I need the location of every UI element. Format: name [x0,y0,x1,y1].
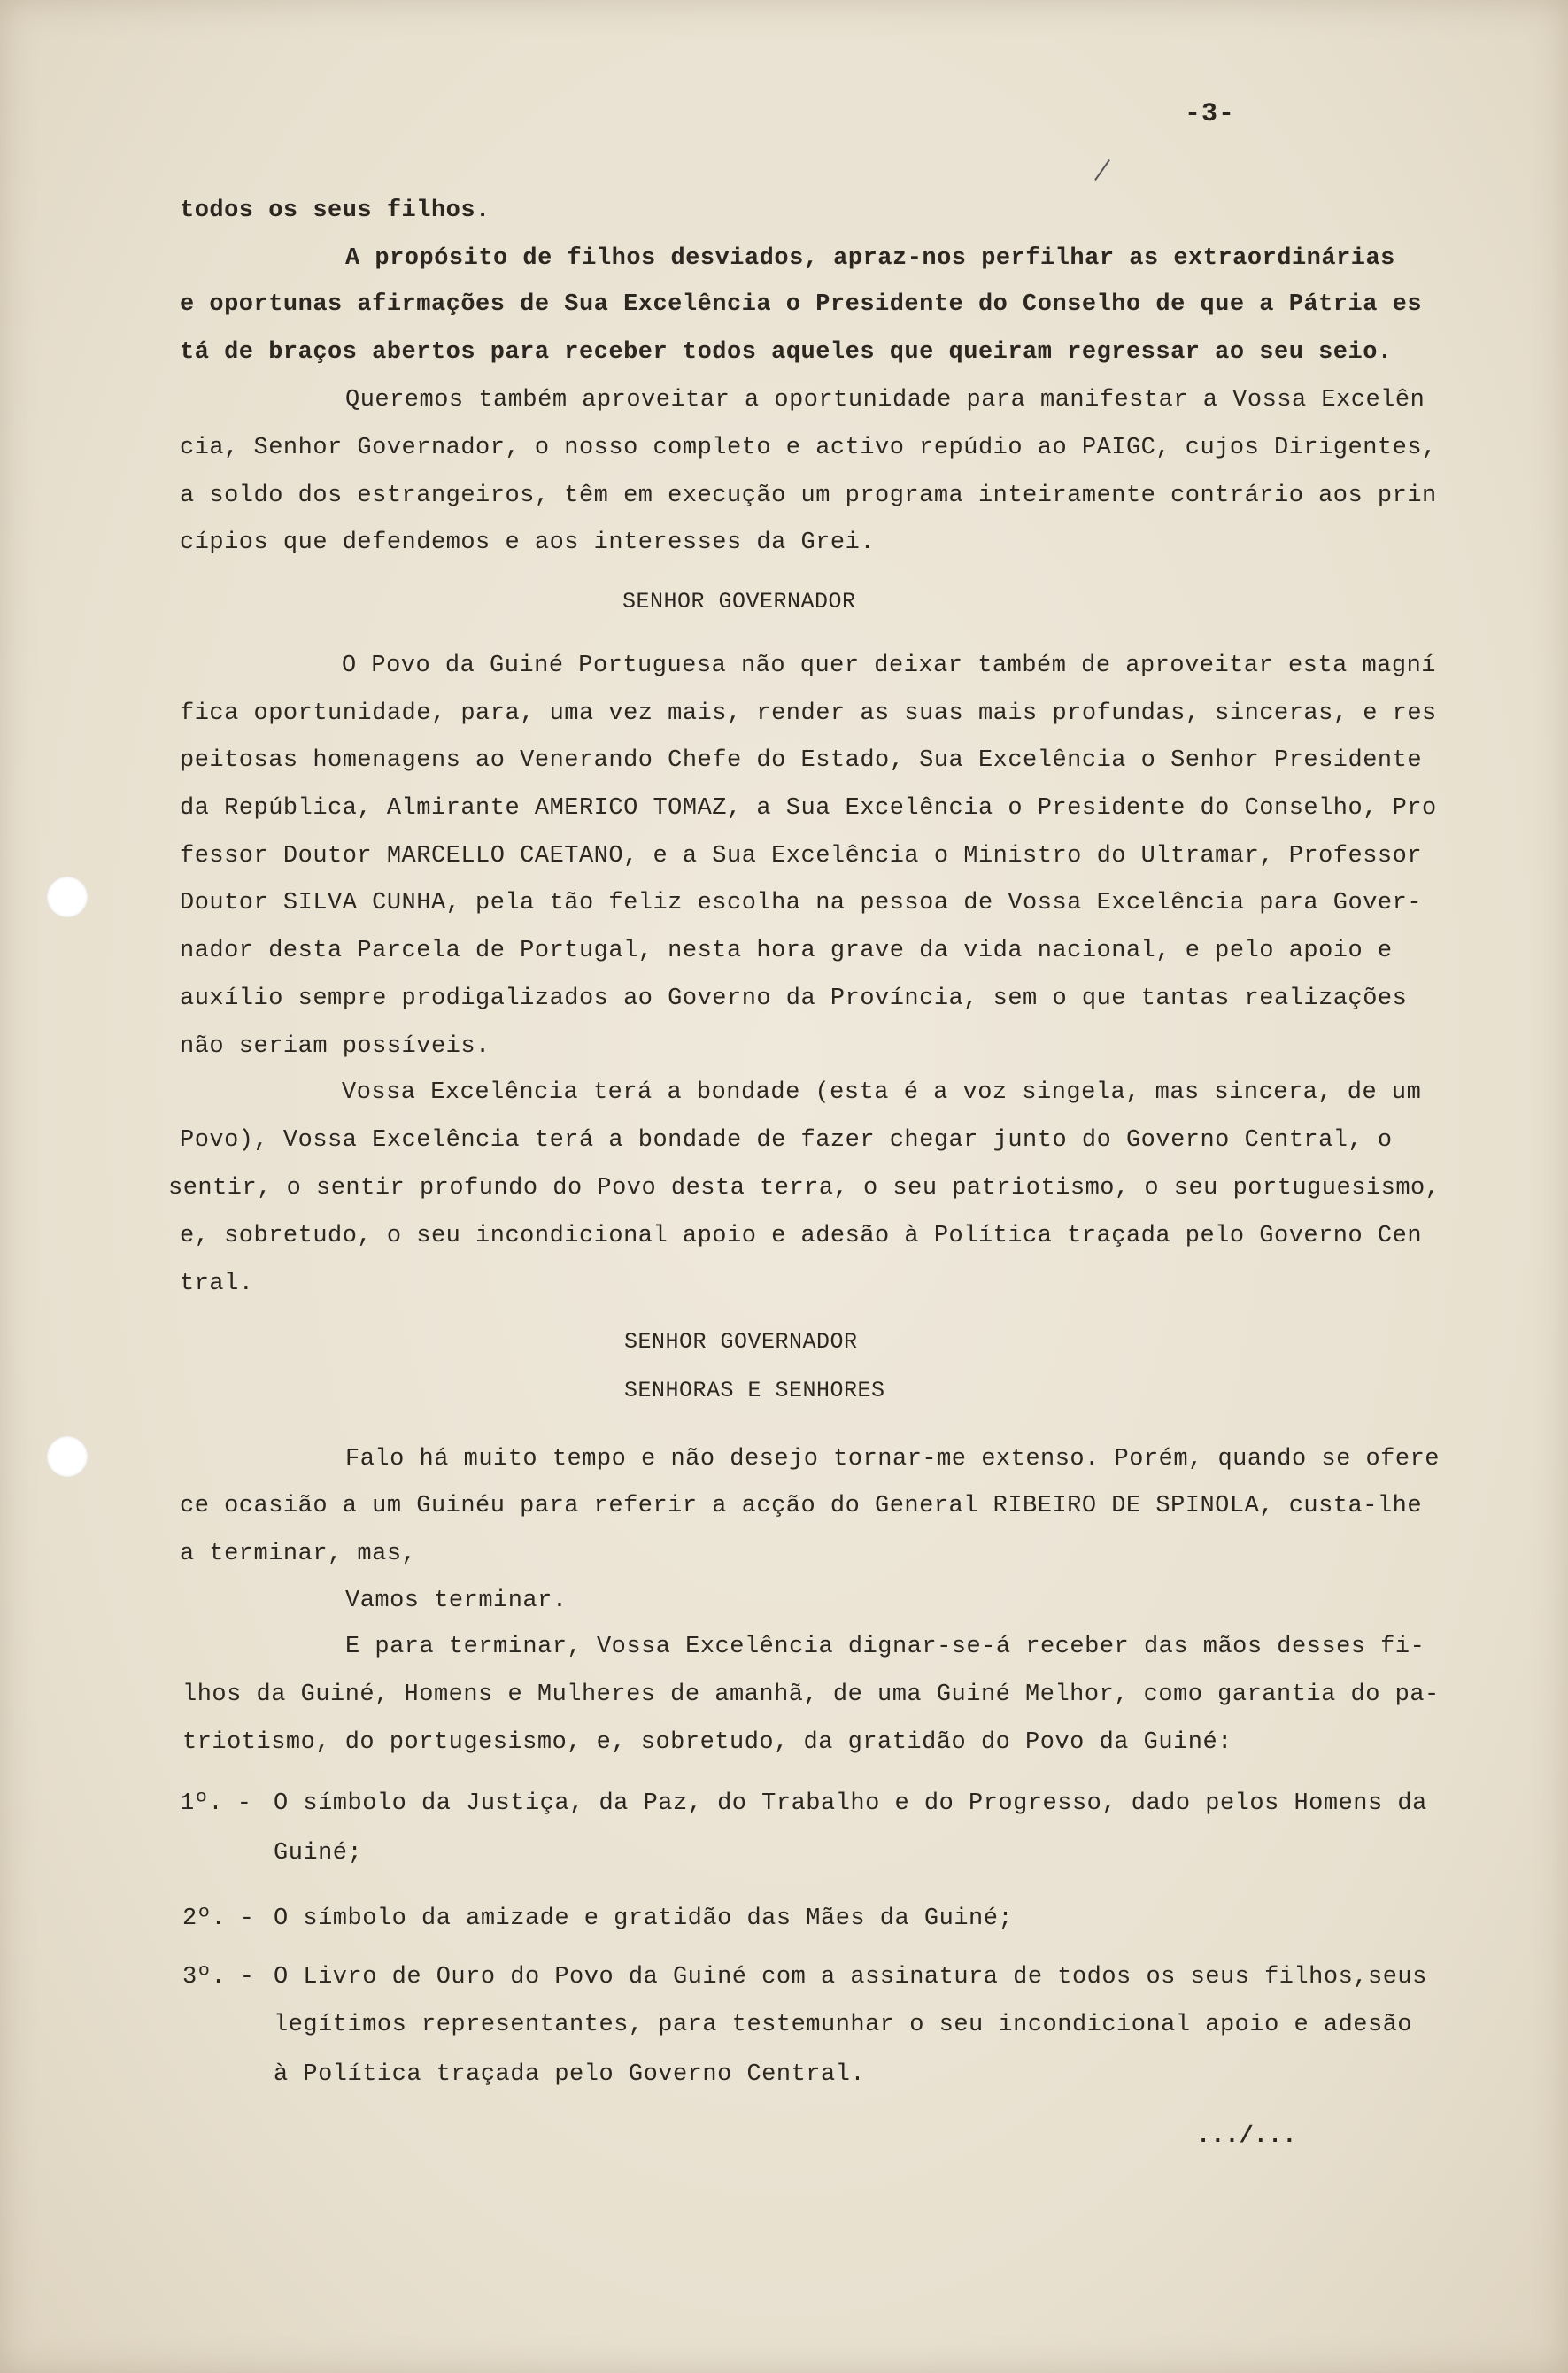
text-line: tral. [180,1271,254,1297]
text-line: ce ocasião a um Guinéu para referir a acção do General RIBEIRO DE SPINOLA, custa-lhe [180,1493,1423,1519]
list-item-text: O símbolo da Justiça, da Paz, do Trabalho e do Progresso, dado pelos Homens da [274,1790,1427,1817]
text-line: peitosas homenagens ao Venerando Chefe do Estado, Sua Excelência o Senhor Presidente [180,747,1423,774]
text-line: cia, Senhor Governador, o nosso completo e activo repúdio ao PAIGC, cujos Dirigentes, [180,435,1437,461]
list-item-text: à Política traçada pelo Governo Central. [274,2061,866,2088]
text-line: Queremos também aproveitar a oportunidade para manifestar a Vossa Excelên [345,387,1425,414]
list-item-text: legítimos representantes, para testemunhar o seu incondicional apoio e adesão [274,2012,1413,2038]
list-item-number: 3º. - [182,1964,255,1990]
text-line: lhos da Guiné, Homens e Mulheres de amanhã, de uma Guiné Melhor, como garantia do pa- [182,1681,1440,1708]
text-line: auxílio sempre prodigalizados ao Governo da Província, sem o que tantas realizações [180,986,1408,1012]
list-item-number: 1º. - [180,1790,252,1817]
punch-hole [47,877,88,917]
text-line: Povo), Vossa Excelência terá a bondade de fazer chegar junto do Governo Central, o [180,1127,1393,1154]
section-heading: SENHOR GOVERNADOR [624,1329,858,1355]
text-line: a soldo dos estrangeiros, têm em execução um programa inteiramente contrário aos prin [180,483,1437,509]
text-line: Vamos terminar. [345,1588,568,1614]
text-line: todos os seus filhos. [180,197,490,224]
list-item-number: 2º. - [182,1905,255,1932]
text-line: fessor Doutor MARCELLO CAETANO, e a Sua Excelência o Ministro do Ultramar, Professor [180,843,1423,870]
text-line: e oportunas afirmações de Sua Excelência o Presidente do Conselho de que a Pátria es [180,291,1423,318]
section-heading: SENHORAS E SENHORES [624,1378,885,1403]
text-line: tá de braços abertos para receber todos aqueles que queiram regressar ao seu seio. [180,339,1393,366]
text-line: não seriam possíveis. [180,1033,490,1060]
text-line: sentir, o sentir profundo do Povo desta terra, o seu patriotismo, o seu portuguesismo, [168,1175,1441,1202]
text-line: nador desta Parcela de Portugal, nesta hora grave da vida nacional, e pelo apoio e [180,938,1393,964]
list-item-text: O Livro de Ouro do Povo da Guiné com a assinatura de todos os seus filhos,seus [274,1964,1427,1990]
text-line: da República, Almirante AMERICO TOMAZ, a Sua Excelência o Presidente do Conselho, Pro [180,795,1437,822]
text-line: Vossa Excelência terá a bondade (esta é a voz singela, mas sincera, de um [342,1079,1422,1106]
continuation-mark: .../... [1196,2123,1297,2150]
pen-mark [1094,159,1110,181]
text-line: a terminar, mas, [180,1541,417,1567]
text-line: Doutor SILVA CUNHA, pela tão feliz escolha na pessoa de Vossa Excelência para Gover- [180,890,1423,916]
text-line: cípios que defendemos e aos interesses da Grei. [180,529,876,556]
page-number: -3- [1185,99,1236,129]
text-line: Falo há muito tempo e não desejo tornar-me extenso. Porém, quando se ofere [345,1446,1440,1472]
text-line: e, sobretudo, o seu incondicional apoio e adesão à Política traçada pelo Governo Cen [180,1223,1423,1249]
list-item-text: O símbolo da amizade e gratidão das Mães da Guiné; [274,1905,1014,1932]
punch-hole [47,1436,88,1477]
text-line: O Povo da Guiné Portuguesa não quer deixar também de aproveitar esta magní [342,653,1436,679]
text-line: E para terminar, Vossa Excelência dignar-se-á receber das mãos desses fi- [345,1634,1425,1660]
list-item-text: Guiné; [274,1840,363,1867]
text-line: triotismo, do portugesismo, e, sobretudo, da gratidão do Povo da Guiné: [182,1729,1232,1756]
section-heading: SENHOR GOVERNADOR [622,589,856,615]
text-line: A propósito de filhos desviados, apraz-nos perfilhar as extraordinárias [345,245,1395,272]
text-line: fica oportunidade, para, uma vez mais, render as suas mais profundas, sinceras, e res [180,700,1437,727]
